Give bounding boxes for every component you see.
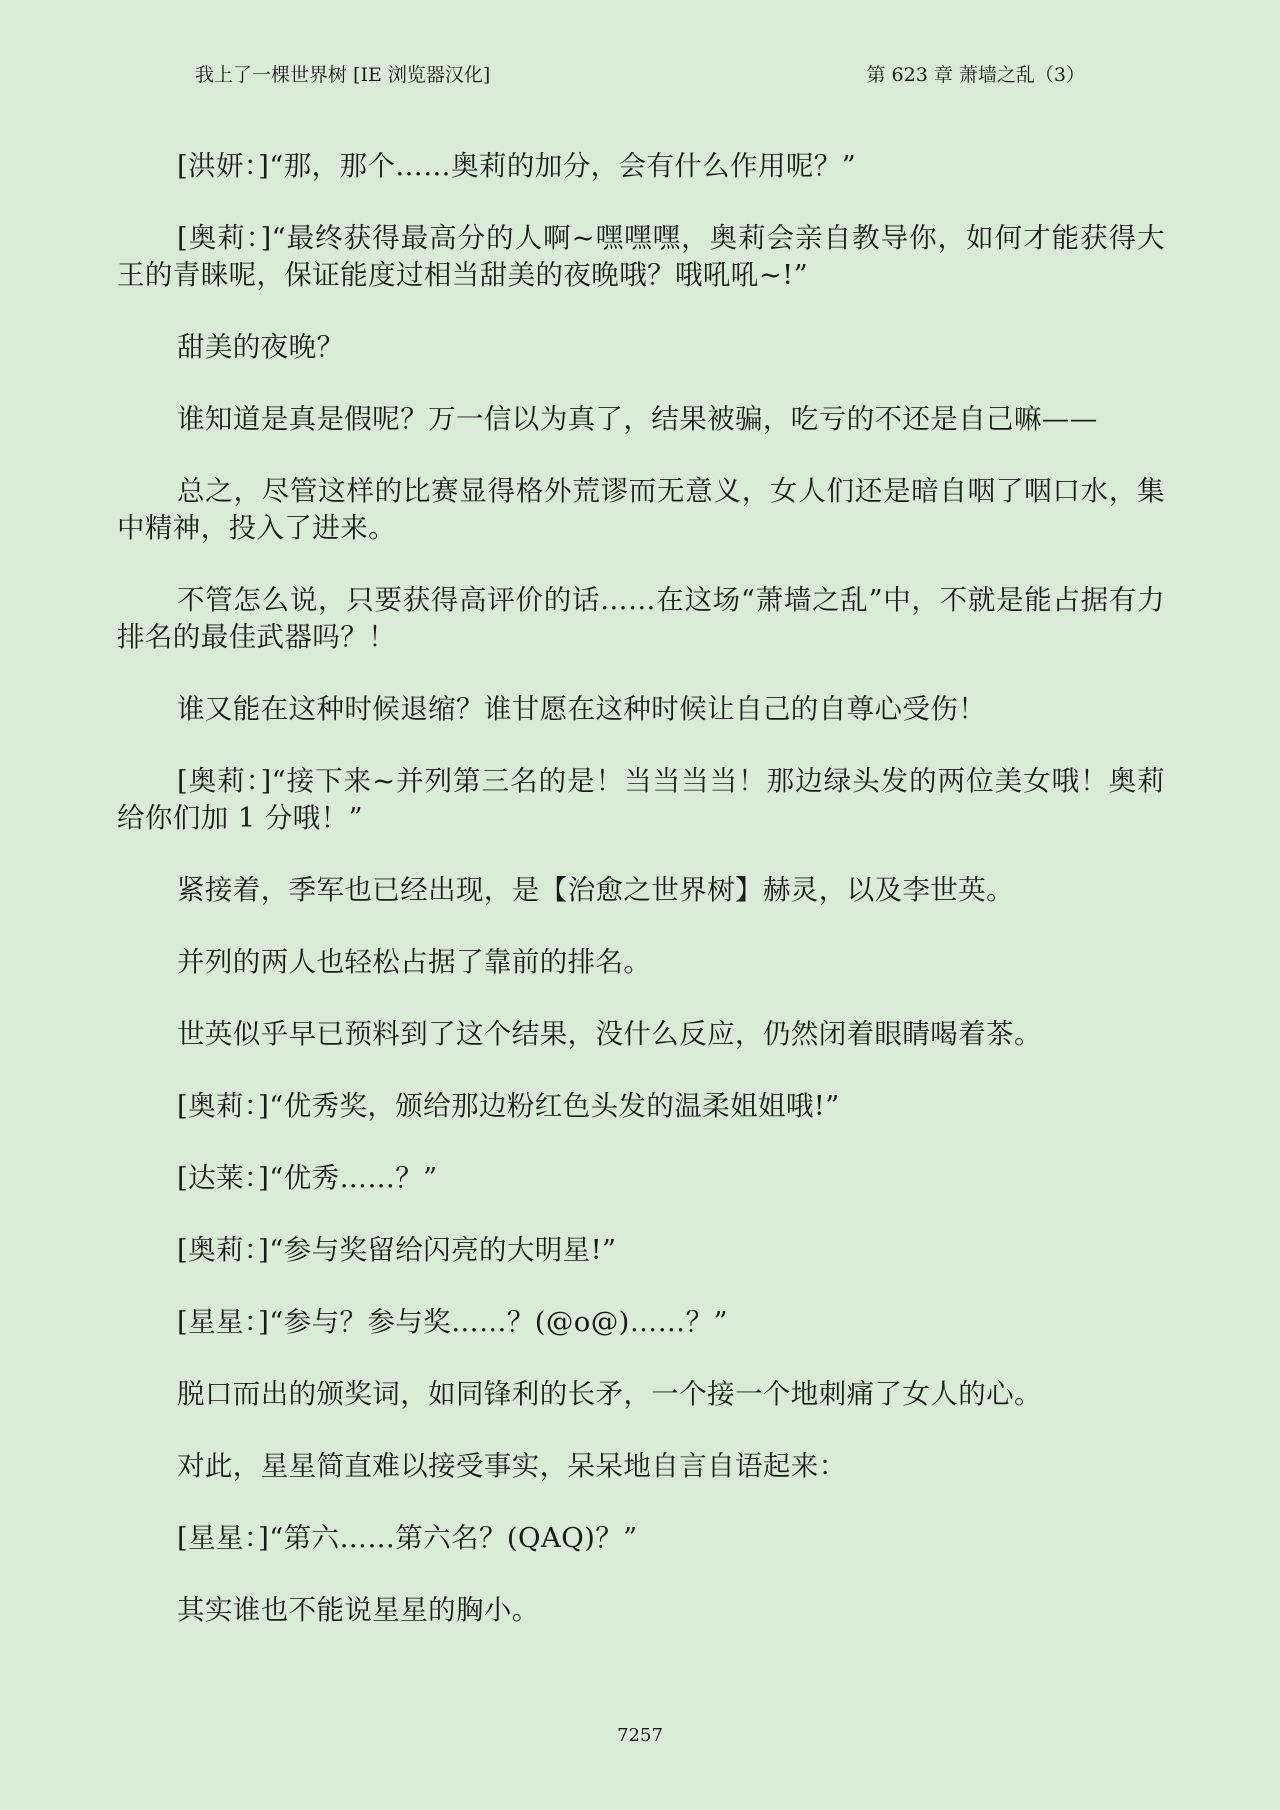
paragraph: 紧接着，季军也已经出现，是【治愈之世界树】赫灵，以及李世英。 (177, 874, 1014, 906)
paragraph: 谁又能在这种时候退缩？谁甘愿在这种时候让自己的自尊心受伤！ (177, 693, 987, 725)
page-header (195, 60, 1085, 90)
paragraph: 世英似乎早已预料到了这个结果，没什么反应，仍然闭着眼睛喝着茶。 (177, 1018, 1042, 1050)
paragraph: 脱口而出的颁奖词，如同锋利的长矛，一个接一个地刺痛了女人的心。 (177, 1378, 1042, 1410)
paragraph: 总之，尽管这样的比赛显得格外荒谬而无意义，女人们还是暗自咽了咽口水，集中精神，投入了进来。 (117, 475, 1165, 544)
paragraph: 并列的两人也轻松占据了靠前的排名。 (177, 946, 652, 978)
paragraph: [洪妍：]“那，那个……奥莉的加分，会有什么作用呢？” (177, 150, 857, 182)
paragraph: 甜美的夜晚？ (177, 331, 345, 363)
paragraph: [奥莉：]“参与奖留给闪亮的大明星!” (177, 1234, 617, 1266)
paragraph: [奥莉：]“接下来~并列第三名的是！当当当当！那边绿头发的两位美女哦！奥莉给你们加 1 分哦！” (117, 765, 1165, 834)
paragraph: 对此，星星简直难以接受事实，呆呆地自言自语起来： (177, 1450, 847, 1482)
paragraph: [奥莉：]“最终获得最高分的人啊~嘿嘿嘿，奥莉会亲自教导你，如何才能获得大王的青睐呢，保证能度过相当甜美的夜晚哦？哦吼吼~!” (117, 222, 1165, 291)
book-title: 我上了一棵世界树 [IE 浏览器汉化] (195, 64, 491, 86)
chapter-title: 第 623 章 萧墙之乱（3） (866, 64, 1085, 86)
paragraph: [达莱：]“优秀……？” (177, 1162, 438, 1194)
paragraph: 其实谁也不能说星星的胸小。 (177, 1594, 540, 1626)
paragraph: [星星：]“参与？参与奖……？(@o@)……？” (177, 1306, 728, 1338)
paragraph: [奥莉：]“优秀奖，颁给那边粉红色头发的温柔姐姐哦!” (177, 1090, 840, 1122)
page-number: 7257 (617, 1725, 663, 1746)
chapter-body (117, 148, 1165, 1664)
paragraph: 谁知道是真是假呢？万一信以为真了，结果被骗，吃亏的不还是自己嘛—— (177, 403, 1098, 435)
paragraph: 不管怎么说，只要获得高评价的话……在这场“萧墙之乱”中，不就是能占据有力排名的最佳武器吗？！ (117, 584, 1165, 653)
paragraph: [星星：]“第六……第六名？(QAQ)？” (177, 1522, 638, 1554)
